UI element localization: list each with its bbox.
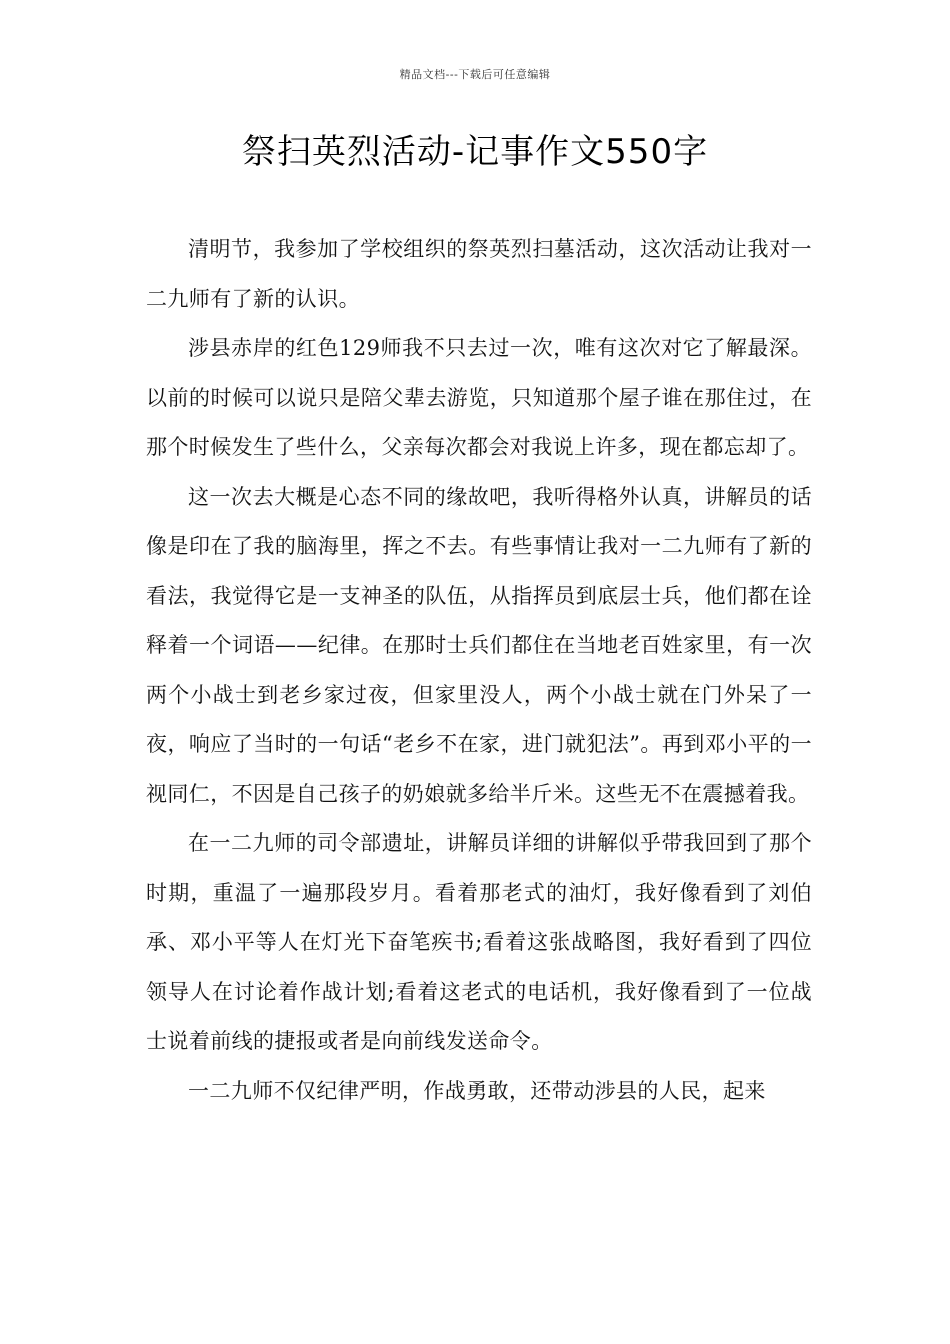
document-header-note: 精品文档---下载后可任意编辑 bbox=[399, 68, 551, 81]
document-body bbox=[146, 225, 812, 1116]
paragraph-1: 清明节，我参加了学校组织的祭英烈扫墓活动，这次活动让我对一二九师有了新的认识。 bbox=[146, 237, 812, 311]
paragraph-5: 一二九师不仅纪律严明，作战勇敢，还带动涉县的人民，起来 bbox=[188, 1078, 766, 1103]
paragraph-3: 这一次去大概是心态不同的缘故吧，我听得格外认真，讲解员的话像是印在了我的脑海里，挥之不去。有些事情让我对一二九师有了新的看法，我觉得它是一支神圣的队伍，从指挥员到底层士兵，他们都在诠释着一个词语——纪律。在那时士兵们都住在当地老百姓家里，有一次两个小战士到老乡家过夜，但家里没人，两个小战士就在门外呆了一夜，响应了当时的一句话“老乡不在家，进门就犯法”。再到邓小平的一视同仁，不因是自己孩子的奶娘就多给半斤米。这些无不在震撼着我。 bbox=[146, 484, 812, 806]
document-title: 祭扫英烈活动-记事作文550字 bbox=[241, 132, 709, 172]
paragraph-2: 涉县赤岸的红色129师我不只去过一次，唯有这次对它了解最深。以前的时候可以说只是陪父辈去游览，只知道那个屋子谁在那住过，在那个时候发生了些什么，父亲每次都会对我说上许多，现在都忘却了。 bbox=[146, 336, 812, 459]
paragraph-4: 在一二九师的司令部遗址，讲解员详细的讲解似乎带我回到了那个时期，重温了一遍那段岁月。看着那老式的油灯，我好像看到了刘伯承、邓小平等人在灯光下奋笔疾书;看着这张战略图，我好看到了四位领导人在讨论着作战计划;看着这老式的电话机，我好像看到了一位战士说着前线的捷报或者是向前线发送命令。 bbox=[146, 831, 812, 1053]
